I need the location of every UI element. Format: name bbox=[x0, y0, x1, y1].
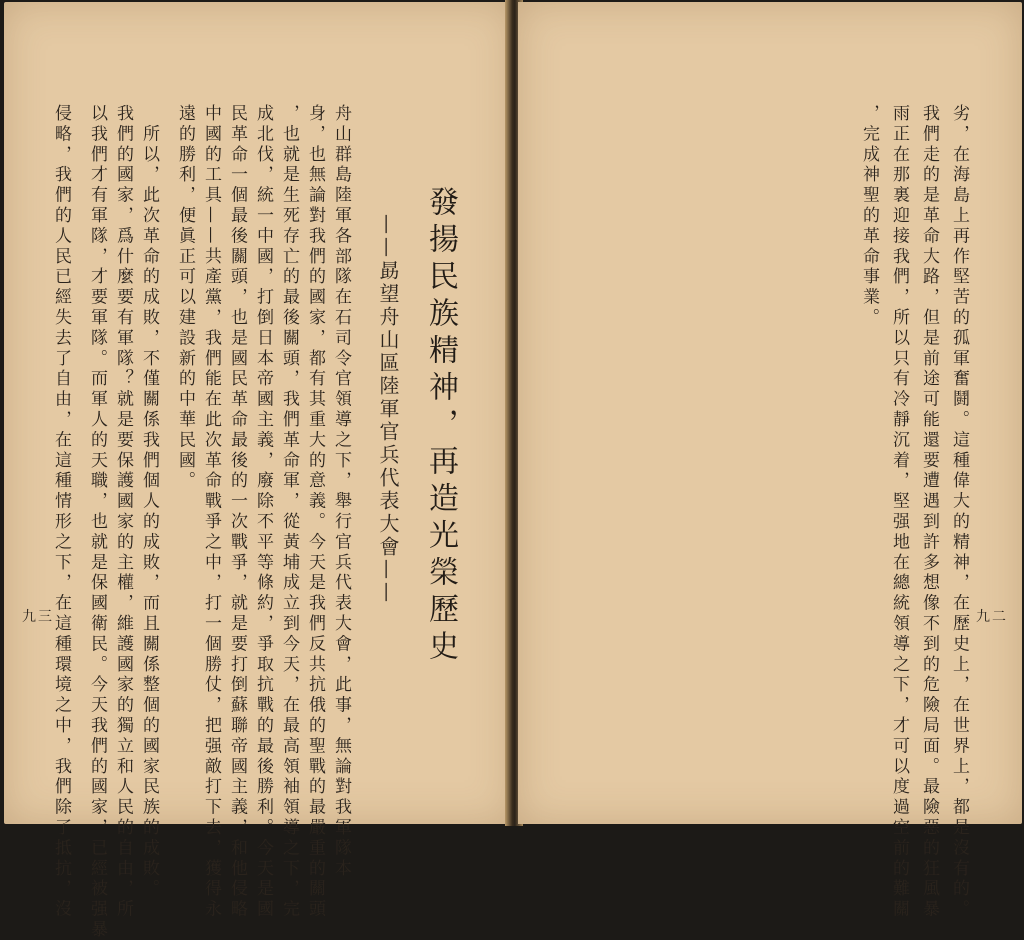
text-column: ，也就是生死存亡的最後關頭，我們革命軍，從黃埔成立到今天，在最高領袖領導之下，完 bbox=[279, 104, 299, 920]
left-page bbox=[4, 2, 512, 940]
text-column: 身，也無論對我們的國家，都有其重大的意義。今天是我們反共抗俄的聖戰的最嚴重的關頭 bbox=[305, 104, 325, 920]
article-subtitle: ——勗望舟山區陸軍官兵代表大會—— bbox=[376, 214, 400, 605]
page-number: 九三 bbox=[22, 609, 54, 625]
text-column: 舟山群島陸軍各部隊在石司令官領導之下，舉行官兵代表大會，此事，無論對我軍隊本 bbox=[331, 104, 351, 880]
text-column: 侵略，我們的人民已經失去了自由，在這種情形之下，在這種環境之中，我們除了抵抗，沒 bbox=[51, 104, 71, 920]
text-column: 我們走的是革命大路，但是前途可能還要遭遇到許多想像不到的危險局面。最險惡的狂風暴 bbox=[919, 104, 939, 920]
text-column: ，完成神聖的革命事業。 bbox=[859, 104, 879, 329]
right-page bbox=[518, 2, 1022, 920]
page-number: 九二 bbox=[976, 609, 1008, 625]
text-column: 所以，此次革命的成敗，不僅關係我們個人的成敗，而且關係整個的國家民族的成敗。 bbox=[139, 104, 159, 900]
article-title: 發揚民族精神，再造光榮歷史 bbox=[423, 186, 458, 667]
text-column: 遠的勝利，便眞正可以建設新的中華民國。 bbox=[175, 104, 195, 492]
text-column: 劣，在海島上再作堅苦的孤軍奮鬪。這種偉大的精神，在歷史上，在世界上，都是沒有的。 bbox=[949, 104, 969, 920]
text-column: 成北伐，統一中國，打倒日本帝國主義，廢除不平等條約，爭取抗戰的最後勝利。今天是國 bbox=[253, 104, 273, 920]
text-column: 民革命一個最後關頭，也是國民革命最後的一次戰爭，就是要打倒蘇聯帝國主義，和他侵略 bbox=[227, 104, 247, 920]
text-column: 雨正在那裏迎接我們，所以只有冷靜沉着，堅强地在總統領導之下，才可以度過空前的難關 bbox=[889, 104, 909, 920]
text-column: 中國的工具——共產黨，我們能在此次革命戰爭之中，打一個勝仗，把强敵打下去，獲得永 bbox=[201, 104, 221, 920]
text-column: 以我們才有軍隊，才要軍隊。而軍人的天職，也就是保國衛民。今天我們的國家，已經被强暴 bbox=[87, 104, 107, 940]
text-column: 我們的國家，爲什麼要有軍隊？就是要保護國家的主權，維護國家的獨立和人民的自由，所 bbox=[113, 104, 133, 920]
